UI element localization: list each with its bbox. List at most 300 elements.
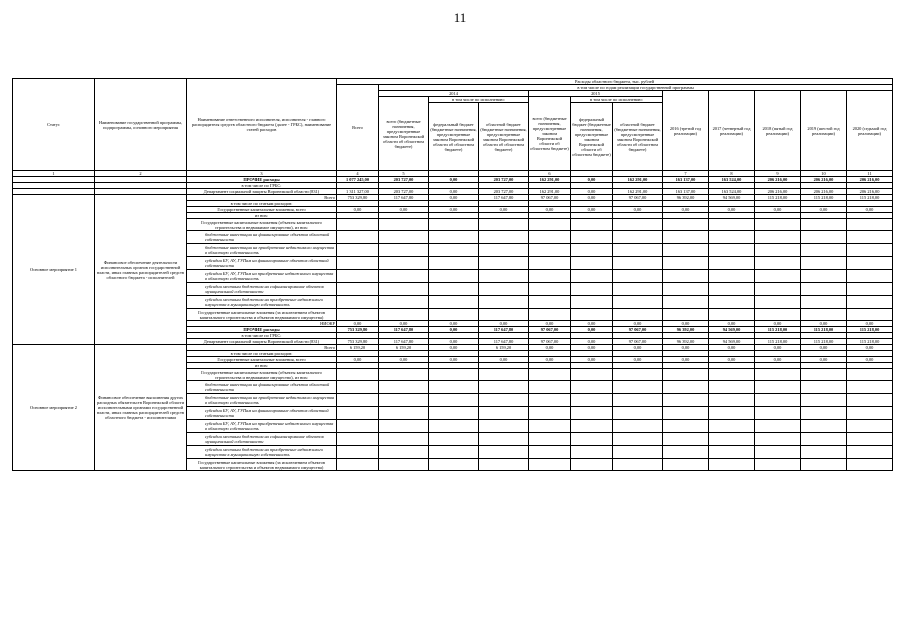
header-total: Всего xyxy=(337,85,379,171)
header-2017: 2017 (четвертый год реализации) xyxy=(709,91,755,171)
value-cell xyxy=(847,381,893,394)
value-cell xyxy=(337,394,379,407)
row-label: субсидии БУ, АУ, ГУПам на приобретение недвижимого имущества в областную собственность xyxy=(187,420,337,433)
value-cell: 94 569,00 xyxy=(709,195,755,201)
header-2015-federal: федеральный бюджет (бюджетные назначения, предусмотренные законом Воронежской области об областном бюджете) xyxy=(571,103,613,171)
header-2014-incl: в том числе по исполнению: xyxy=(429,97,529,103)
value-cell xyxy=(379,231,429,244)
value-cell: 117 647,80 xyxy=(379,327,429,333)
value-cell xyxy=(429,446,479,459)
value-cell xyxy=(663,420,709,433)
value-cell xyxy=(709,257,755,270)
header-program-name: Наименование государственной программы, подпрограммы, основного мероприятия xyxy=(95,79,187,171)
value-cell: 206 216,00 xyxy=(801,177,847,183)
value-cell: 162 291,00 xyxy=(529,177,571,183)
row-label: субсидии местным бюджетам на приобретение недвижимого имущества в муниципальную собственность xyxy=(187,296,337,309)
value-cell xyxy=(613,296,663,309)
value-cell: 6 159,20 xyxy=(379,345,429,351)
row-label: субсидии БУ, АУ, ГУПам на приобретение недвижимого имущества в областную собственность xyxy=(187,270,337,283)
row-label: субсидии БУ, АУ, ГУПам на финансирование объектов областной собственности xyxy=(187,257,337,270)
value-cell xyxy=(709,459,755,471)
row-label: Государственные капитальные вложения, всего xyxy=(187,357,337,363)
value-cell xyxy=(709,219,755,231)
value-cell: 163 137,00 xyxy=(663,189,709,195)
value-cell: 0,00 xyxy=(847,357,893,363)
value-cell: 0,00 xyxy=(709,357,755,363)
column-number: 10 xyxy=(801,171,847,177)
value-cell xyxy=(755,244,801,257)
row-label: ПРОЧИЕ расходы xyxy=(187,327,337,333)
value-cell: 115 218,00 xyxy=(755,195,801,201)
row-label: бюджетные инвестиции на финансирование объектов областной собственности xyxy=(187,381,337,394)
value-cell xyxy=(337,270,379,283)
value-cell xyxy=(479,446,529,459)
value-cell: 0,00 xyxy=(709,345,755,351)
row-label: субсидии местным бюджетам на приобретение недвижимого имущества в муниципальную собственность xyxy=(187,446,337,459)
value-cell: 0,00 xyxy=(571,321,613,327)
value-cell xyxy=(613,257,663,270)
column-number: 7 xyxy=(663,171,709,177)
value-cell: 115 218,00 xyxy=(847,339,893,345)
row-label: в том числе по ГРБС: xyxy=(187,183,337,189)
value-cell: 0,00 xyxy=(801,345,847,351)
header-2015-regional: областной бюджет (бюджетные назначения, предусмотренные законом Воронежской области об областном бюджете) xyxy=(613,103,663,171)
value-cell: 115 218,00 xyxy=(755,339,801,345)
page-number: 11 xyxy=(453,10,467,25)
value-cell xyxy=(755,270,801,283)
value-cell xyxy=(379,446,429,459)
value-cell: 0,00 xyxy=(337,207,379,213)
value-cell: 115 218,00 xyxy=(847,327,893,333)
value-cell xyxy=(613,369,663,381)
value-cell xyxy=(663,257,709,270)
value-cell: 96 392,00 xyxy=(663,195,709,201)
value-cell: 0,00 xyxy=(571,195,613,201)
value-cell xyxy=(429,394,479,407)
value-cell xyxy=(479,231,529,244)
row-label: в том числе по ГРБС: xyxy=(187,333,337,339)
value-cell: 0,00 xyxy=(755,207,801,213)
value-cell xyxy=(479,459,529,471)
value-cell xyxy=(479,270,529,283)
value-cell: 162 291,00 xyxy=(613,189,663,195)
value-cell xyxy=(801,219,847,231)
value-cell xyxy=(379,309,429,321)
value-cell: 0,00 xyxy=(429,177,479,183)
value-cell xyxy=(801,369,847,381)
value-cell: 0,00 xyxy=(429,345,479,351)
value-cell xyxy=(847,283,893,296)
status-cell: Основное мероприятие 1 xyxy=(13,195,95,345)
value-cell xyxy=(571,420,613,433)
value-cell: 0,00 xyxy=(571,177,613,183)
value-cell xyxy=(709,231,755,244)
value-cell xyxy=(337,231,379,244)
value-cell xyxy=(613,309,663,321)
value-cell: 97 067,00 xyxy=(529,327,571,333)
value-cell xyxy=(613,407,663,420)
value-cell xyxy=(337,257,379,270)
row-label: бюджетные инвестиции на приобретение недвижимого имущества в областную собственность xyxy=(187,394,337,407)
budget-table xyxy=(12,78,893,471)
value-cell xyxy=(379,381,429,394)
value-cell: 0,00 xyxy=(709,207,755,213)
row-label: Всего xyxy=(187,195,337,201)
value-cell xyxy=(801,433,847,446)
value-cell xyxy=(479,244,529,257)
value-cell xyxy=(663,231,709,244)
value-cell xyxy=(529,219,571,231)
value-cell: 0,00 xyxy=(571,327,613,333)
header-2020: 2020 (седьмой год реализации) xyxy=(847,91,893,171)
value-cell xyxy=(571,433,613,446)
value-cell xyxy=(801,270,847,283)
value-cell xyxy=(337,296,379,309)
column-number: 6 xyxy=(529,171,571,177)
value-cell xyxy=(755,219,801,231)
value-cell: 0,00 xyxy=(663,357,709,363)
value-cell: 162 291,00 xyxy=(529,189,571,195)
value-cell xyxy=(709,433,755,446)
value-cell xyxy=(801,296,847,309)
value-cell xyxy=(571,270,613,283)
value-cell: 115 218,00 xyxy=(847,195,893,201)
value-cell xyxy=(479,420,529,433)
header-2014-total: всего (бюджетные назначения, предусмотренные законом Воронежской области об областном бюджете) xyxy=(379,97,429,171)
value-cell: 0,00 xyxy=(755,357,801,363)
value-cell xyxy=(613,394,663,407)
status-cell: Основное мероприятие 2 xyxy=(13,345,95,471)
value-cell xyxy=(847,407,893,420)
value-cell: 0,00 xyxy=(613,345,663,351)
value-cell xyxy=(847,446,893,459)
value-cell: 203 727,00 xyxy=(479,189,529,195)
value-cell xyxy=(571,231,613,244)
header-2015: 2015 xyxy=(529,91,663,97)
column-number: 4 xyxy=(337,171,379,177)
value-cell xyxy=(663,219,709,231)
value-cell xyxy=(571,407,613,420)
value-cell xyxy=(379,219,429,231)
value-cell xyxy=(379,270,429,283)
value-cell xyxy=(709,381,755,394)
value-cell: 117 647,80 xyxy=(479,339,529,345)
value-cell xyxy=(529,257,571,270)
value-cell xyxy=(571,309,613,321)
value-cell xyxy=(663,309,709,321)
row-label: бюджетные инвестиции на приобретение недвижимого имущества в областную собственность xyxy=(187,244,337,257)
value-cell xyxy=(337,381,379,394)
value-cell xyxy=(847,257,893,270)
value-cell: 6 159,20 xyxy=(337,345,379,351)
value-cell: 0,00 xyxy=(529,321,571,327)
row-label: НИОКР xyxy=(187,321,337,327)
row-label: Департамент социальной защиты Воронежской области (831) xyxy=(187,189,337,195)
header-by-years: в том числе по годам реализации государственной программы xyxy=(379,85,893,91)
value-cell xyxy=(613,433,663,446)
value-cell: 0,00 xyxy=(613,357,663,363)
value-cell xyxy=(571,257,613,270)
value-cell xyxy=(379,433,429,446)
row-label: Государственные капитальные вложения (объекты капитального строительства и недвижимое имущество), из них: xyxy=(187,219,337,231)
value-cell xyxy=(571,381,613,394)
row-label: в том числе по статьям расходов: xyxy=(187,201,337,207)
column-number: 1 xyxy=(13,171,95,177)
value-cell xyxy=(709,369,755,381)
value-cell: 206 216,00 xyxy=(755,177,801,183)
value-cell: 203 727,00 xyxy=(479,177,529,183)
value-cell: 117 647,80 xyxy=(479,195,529,201)
value-cell xyxy=(429,433,479,446)
value-cell xyxy=(801,407,847,420)
value-cell: 1 311 327,00 xyxy=(337,189,379,195)
value-cell: 0,00 xyxy=(379,207,429,213)
value-cell xyxy=(755,283,801,296)
value-cell xyxy=(379,459,429,471)
value-cell: 163 137,00 xyxy=(663,177,709,183)
value-cell: 0,00 xyxy=(379,357,429,363)
value-cell: 115 218,00 xyxy=(801,195,847,201)
value-cell xyxy=(429,459,479,471)
value-cell: 0,00 xyxy=(847,321,893,327)
row-label: Департамент социальной защиты Воронежской области (831) xyxy=(187,339,337,345)
value-cell: 163 524,00 xyxy=(709,189,755,195)
value-cell: 0,00 xyxy=(337,357,379,363)
value-cell xyxy=(709,407,755,420)
program-name-cell: Финансовое обеспечение деятельности исполнительных органов государственной власти, иных главных распорядителей средств областного бюджета - исполнителей xyxy=(95,195,187,345)
value-cell xyxy=(755,381,801,394)
value-cell xyxy=(755,446,801,459)
value-cell xyxy=(337,309,379,321)
value-cell: 0,00 xyxy=(429,195,479,201)
value-cell: 0,00 xyxy=(429,207,479,213)
value-cell xyxy=(337,369,379,381)
row-label: из них: xyxy=(187,363,337,369)
value-cell xyxy=(479,394,529,407)
value-cell xyxy=(429,244,479,257)
value-cell xyxy=(755,369,801,381)
value-cell xyxy=(613,270,663,283)
value-cell xyxy=(529,296,571,309)
value-cell xyxy=(663,446,709,459)
value-cell: 6 159,20 xyxy=(479,345,529,351)
value-cell xyxy=(429,309,479,321)
row-label: ПРОЧИЕ расходы xyxy=(187,177,337,183)
column-number: 9 xyxy=(755,171,801,177)
value-cell xyxy=(529,407,571,420)
budget-table-sheet xyxy=(12,78,892,471)
value-cell xyxy=(847,309,893,321)
value-cell xyxy=(337,283,379,296)
value-cell: 0,00 xyxy=(663,345,709,351)
value-cell xyxy=(613,459,663,471)
value-cell xyxy=(571,296,613,309)
program-name-cell: Финансовое обеспечение выполнения других расходных обязательств Воронежской области исполнительными органами государственной власти, иных главных распорядителей средств областного бюджета - исполнителями xyxy=(95,345,187,471)
row-label: субсидии местным бюджетам на софинансирование объектов муниципальной собственности xyxy=(187,433,337,446)
value-cell xyxy=(571,446,613,459)
value-cell xyxy=(613,446,663,459)
value-cell xyxy=(755,394,801,407)
header-2015-total: всего (бюджетные назначения, предусмотренные законом Воронежской области об областном бюджете) xyxy=(529,97,571,171)
value-cell: 0,00 xyxy=(529,207,571,213)
value-cell: 0,00 xyxy=(529,357,571,363)
value-cell: 206 216,00 xyxy=(801,189,847,195)
value-cell xyxy=(379,420,429,433)
column-number: 3 xyxy=(187,171,337,177)
value-cell xyxy=(663,296,709,309)
value-cell: 0,00 xyxy=(429,327,479,333)
value-cell xyxy=(801,309,847,321)
value-cell xyxy=(613,231,663,244)
value-cell xyxy=(479,257,529,270)
value-cell xyxy=(529,309,571,321)
value-cell xyxy=(709,283,755,296)
value-cell xyxy=(801,231,847,244)
value-cell xyxy=(571,283,613,296)
value-cell: 0,00 xyxy=(801,357,847,363)
value-cell xyxy=(379,394,429,407)
row-label: в том числе по статьям расходов: xyxy=(187,351,337,357)
value-cell xyxy=(337,433,379,446)
value-cell: 115 218,00 xyxy=(801,327,847,333)
value-cell: 0,00 xyxy=(337,321,379,327)
column-number: 5 xyxy=(379,171,429,177)
value-cell: 96 392,00 xyxy=(663,327,709,333)
value-cell: 0,00 xyxy=(571,207,613,213)
value-cell: 0,00 xyxy=(571,189,613,195)
value-cell: 203 727,00 xyxy=(379,177,429,183)
value-cell: 203 727,00 xyxy=(379,189,429,195)
value-cell xyxy=(755,231,801,244)
value-cell xyxy=(709,420,755,433)
value-cell: 0,00 xyxy=(663,321,709,327)
value-cell xyxy=(479,433,529,446)
value-cell: 753 329,80 xyxy=(337,327,379,333)
value-cell xyxy=(337,407,379,420)
value-cell xyxy=(571,459,613,471)
value-cell xyxy=(709,394,755,407)
value-cell: 0,00 xyxy=(379,321,429,327)
value-cell xyxy=(337,459,379,471)
value-cell xyxy=(529,270,571,283)
value-cell xyxy=(801,381,847,394)
value-cell xyxy=(801,283,847,296)
header-status: Статус xyxy=(13,79,95,171)
header-2016: 2016 (третий год реализации) xyxy=(663,91,709,171)
value-cell: 94 569,00 xyxy=(709,339,755,345)
value-cell xyxy=(379,296,429,309)
value-cell xyxy=(755,296,801,309)
value-cell xyxy=(847,231,893,244)
value-cell xyxy=(479,219,529,231)
value-cell xyxy=(379,283,429,296)
header-2015-incl: в том числе по исполнению: xyxy=(571,97,663,103)
header-executor: Наименование ответственного исполнителя, исполнителя - главного распорядителя средств областного бюджета (далее - ГРБС), наименование статей расходов xyxy=(187,79,337,171)
value-cell: 97 067,00 xyxy=(529,195,571,201)
value-cell xyxy=(571,219,613,231)
value-cell: 0,00 xyxy=(479,321,529,327)
value-cell: 206 216,00 xyxy=(755,189,801,195)
value-cell xyxy=(663,459,709,471)
value-cell: 97 067,00 xyxy=(613,195,663,201)
value-cell xyxy=(801,446,847,459)
value-cell: 115 218,00 xyxy=(755,327,801,333)
value-cell xyxy=(613,381,663,394)
value-cell xyxy=(709,296,755,309)
header-2014-regional: областной бюджет (бюджетные назначения, предусмотренные законом Воронежской области об областном бюджете) xyxy=(479,103,529,171)
value-cell xyxy=(529,283,571,296)
value-cell: 0,00 xyxy=(479,357,529,363)
value-cell xyxy=(529,244,571,257)
header-2018: 2018 (пятый год реализации) xyxy=(755,91,801,171)
value-cell xyxy=(801,244,847,257)
row-label: Государственные капитальные вложения (за исключением объектов капитального строительства и объектов недвижимого имущества) xyxy=(187,309,337,321)
value-cell: 96 392,00 xyxy=(663,339,709,345)
value-cell: 0,00 xyxy=(429,357,479,363)
value-cell xyxy=(847,270,893,283)
value-cell xyxy=(429,219,479,231)
value-cell xyxy=(429,296,479,309)
value-cell: 94 569,00 xyxy=(709,327,755,333)
value-cell: 753 329,80 xyxy=(337,339,379,345)
value-cell: 97 067,00 xyxy=(613,339,663,345)
value-cell: 0,00 xyxy=(429,321,479,327)
value-cell xyxy=(479,407,529,420)
header-expenses: Расходы областного бюджета, тыс. рублей xyxy=(337,79,893,85)
value-cell: 0,00 xyxy=(613,207,663,213)
value-cell xyxy=(429,283,479,296)
value-cell xyxy=(379,257,429,270)
value-cell xyxy=(479,283,529,296)
value-cell xyxy=(613,244,663,257)
row-label: бюджетные инвестиции на финансирование объектов областной собственности xyxy=(187,231,337,244)
value-cell xyxy=(529,446,571,459)
value-cell xyxy=(663,433,709,446)
value-cell xyxy=(709,244,755,257)
value-cell xyxy=(847,394,893,407)
value-cell xyxy=(571,244,613,257)
value-cell xyxy=(479,369,529,381)
value-cell xyxy=(613,283,663,296)
value-cell: 753 329,80 xyxy=(337,195,379,201)
value-cell xyxy=(529,369,571,381)
value-cell: 117 647,80 xyxy=(479,327,529,333)
value-cell xyxy=(571,394,613,407)
value-cell: 0,00 xyxy=(429,339,479,345)
header-2014: 2014 xyxy=(379,91,529,97)
value-cell xyxy=(337,420,379,433)
value-cell xyxy=(755,459,801,471)
row-label: Государственные капитальные вложения (за исключением объектов капитального строительства и объектов недвижимого имущества) xyxy=(187,459,337,471)
value-cell: 97 067,00 xyxy=(613,327,663,333)
value-cell xyxy=(709,270,755,283)
value-cell: 206 216,00 xyxy=(847,189,893,195)
value-cell xyxy=(379,244,429,257)
value-cell xyxy=(847,433,893,446)
value-cell: 0,00 xyxy=(479,207,529,213)
value-cell: 115 218,00 xyxy=(801,339,847,345)
value-cell xyxy=(847,420,893,433)
column-number: 8 xyxy=(709,171,755,177)
value-cell xyxy=(801,394,847,407)
value-cell xyxy=(847,219,893,231)
value-cell xyxy=(429,420,479,433)
value-cell: 1 077 245,00 xyxy=(337,177,379,183)
value-cell xyxy=(529,459,571,471)
table-body xyxy=(13,177,893,471)
value-cell xyxy=(755,433,801,446)
value-cell xyxy=(337,219,379,231)
